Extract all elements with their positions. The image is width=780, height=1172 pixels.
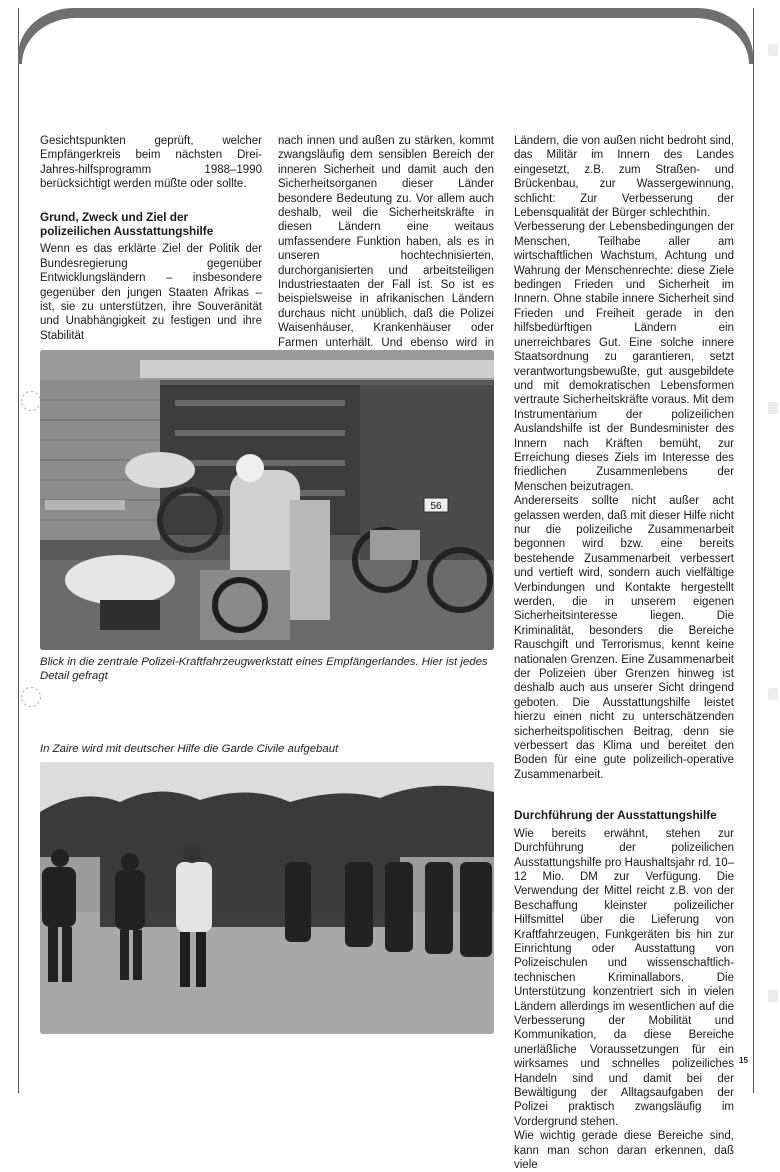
column-2 [278,134,494,365]
edge-mark [768,990,778,1002]
col3-paragraph: Andererseits sollte nicht außer acht gelassen werden, daß mit dieser Hilfe nicht nur die polizeiliche Zusammenarbeit begonnen wird bzw. eine bereits bestehende Zusammenarbeit verbessert und vertieft wird, sondern auch vielfältige Verbindungen und Kontakte hergestellt werden, die in unserem eigenen Sicherheitsinteresse liegen. Die Kriminalität, besonders die Bereiche Rauschgift und Terrorismus, kennt keine nationalen Grenzen. Eine Zusammenarbeit der Polizeien über Grenzen hinweg ist deshalb auch aus unserer Sicht dringend geboten. Die Ausstattungshilfe leistet hierzu einen nicht zu unterschätzenden sicherheitspolitischen Beitrag, denn sie verbessert das Klima und bereitet den Boden für eine gute polizeilich-operative Zusammenarbeit. [514,495,734,781]
col1-paragraph: Gesichtspunkten geprüft, welcher Empfängerkreis beim nächsten Drei-Jahres-hilfsprogramm 1988–1990 berücksichtigt werden müßte oder sollte. [40,135,262,191]
col1-paragraph: Wenn es das erklärte Ziel der Politik der Bundesregierung gegenüber Entwicklungsländern – insbesondere gegenüber den jungen Staaten Afrikas – ist, sie zu unterstützen, ihre Souveränität und Unabhängigkeit zu festigen und ihre Stabilität [40,243,262,342]
punch-hole-mark [21,687,41,707]
punch-hole-mark [21,391,41,411]
section-heading: Durchführung der Ausstattungshilfe [514,808,717,823]
col3-paragraph: Wie wichtig gerade diese Bereiche sind, kann man schon daran erkennen, daß viele [514,1130,734,1172]
workshop-photo-illustration [40,350,494,650]
col3-paragraph: Ländern, die von außen nicht bedroht sind, das Militär im Innern des Landes eingesetzt, z.B. zum Straßen- und Brückenbau, zur Wassergewinnung, schlicht: Zur Verbesserung der Lebensqualität der Bürger schlechthin. [514,135,734,220]
header-inner [22,18,749,78]
parade-photo-illustration [40,762,494,1034]
column-3 [514,134,734,1172]
section-heading: Grund, Zweck und Ziel der polizeilichen Ausstattungshilfe [40,209,214,239]
workshop-photo [40,350,494,650]
workshop-photo-caption: Blick in die zentrale Polizei-Kraftfahrzeugwerkstatt eines Empfängerlandes. Hier ist jedes Detail gefragt [40,656,488,683]
col2-paragraph: nach innen und außen zu stärken, kommt zwangsläufig dem sensiblen Bereich der inneren Sicherheit und damit auch den Sicherheitsorganen dieser Länder besondere Bedeutung zu. Vor allem auch deshalb, weil die Sicherheitskräfte in diesen Ländern eine weitaus umfassendere Funktion haben, als es in unseren hochtechnisierten, durchorganisierten und arbeitsteiligen Industriestaaten der Fall ist. So ist es beispielsweise in afrikanischen Ländern durchaus nicht unüblich, daß die Polizei Waisenhäuser, Krankenhäuser oder Farmen unterhält. Und ebenso wird in [278,135,494,349]
license-plate-text: 56 [430,501,442,512]
edge-mark [768,44,778,56]
edge-mark [768,402,778,414]
col3-paragraph: Wie bereits erwähnt, stehen zur Durchführung der polizeilichen Ausstattungshilfe pro Haushaltsjahr rd. 10–12 Mio. DM zur Verfügung. Die Verwendung der Mittel reicht z.B. von der Beschaffung kleinster polizeilicher Hilfsmittel über die Lieferung von Kraftfahrzeugen, Funkgeräten bis hin zur Einrichtung oder Ausstattung von Polizeischulen und wissenschaftlich-technischen Kriminallabors. Die Unterstützung konzentriert sich in vielen Ländern allerdings im wesentlichen auf die Verbesserung der Mobilität und Kommunikation, da diese Bereiche unerläßliche Voraussetzungen für ein wirksames und schnelles polizeiliches Handeln sind und damit bei der Bewältigung der Alltagsaufgaben der Polizei praktisch zwangsläufig im Vordergrund stehen. [514,827,734,1128]
parade-photo [40,762,494,1034]
parade-photo-caption: In Zaire wird mit deutscher Hilfe die Garde Civile aufgebaut [40,743,339,755]
col3-paragraph: Verbesserung der Lebensbedingungen der Menschen, Teilhabe aller am wirtschaftlichen Wachstum, Achtung und Wahrung der Menschenrechte: diese Ziele bedingen Frieden und Sicherheit im Innern. Ohne stabile innere Sicherheit sind Frieden und Freiheit gerade in den hilfsbedürftigen Ländern ein unerreichbares Gut. Eine solche innere Staatsordnung zu garantieren, setzt verantwortungsbewußte, gut ausgebildete und mit demokratischen Lebensformen vertraute Sicherheitskräfte voraus. Mit dem Instrumentarium der polizeilichen Auslandshilfe ist der Bundesminister des Innern nach Kräften bemüht, zur Erreichung dieses Ziels im Interesse des friedlichen Zusammenlebens der Menschen beizutragen. [514,221,734,493]
page-number: 15 [739,1056,748,1065]
column-1 [40,134,262,343]
edge-mark [768,688,778,700]
